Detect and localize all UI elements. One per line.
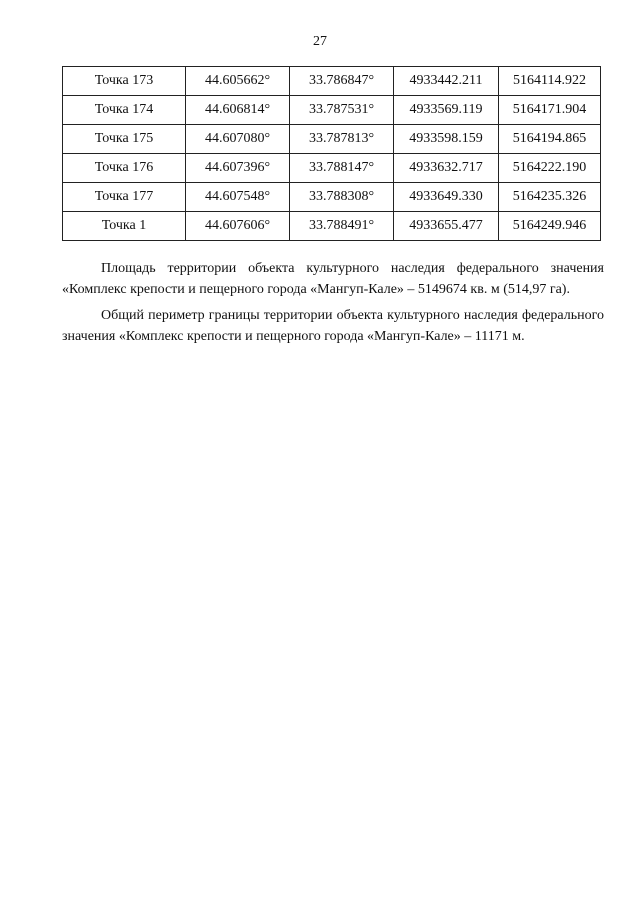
x-coordinate-cell: 4933655.477 <box>394 212 499 241</box>
page-number: 27 <box>313 34 327 49</box>
y-coordinate-cell: 5164171.904 <box>499 96 601 125</box>
latitude-cell: 44.605662° <box>186 67 290 96</box>
y-coordinate-cell: 5164114.922 <box>499 67 601 96</box>
table-row <box>63 154 601 183</box>
table-row <box>63 96 601 125</box>
point-name-cell: Точка 1 <box>63 212 186 241</box>
x-coordinate-cell: 4933598.159 <box>394 125 499 154</box>
y-coordinate-cell: 5164194.865 <box>499 125 601 154</box>
point-name-cell: Точка 173 <box>63 67 186 96</box>
longitude-cell: 33.788491° <box>290 212 394 241</box>
latitude-cell: 44.607606° <box>186 212 290 241</box>
y-coordinate-cell: 5164222.190 <box>499 154 601 183</box>
coordinates-table <box>62 66 601 241</box>
point-name-cell: Точка 175 <box>63 125 186 154</box>
longitude-cell: 33.787531° <box>290 96 394 125</box>
longitude-cell: 33.788308° <box>290 183 394 212</box>
x-coordinate-cell: 4933649.330 <box>394 183 499 212</box>
table-row <box>63 183 601 212</box>
table-row <box>63 125 601 154</box>
latitude-cell: 44.607080° <box>186 125 290 154</box>
table-row <box>63 67 601 96</box>
longitude-cell: 33.786847° <box>290 67 394 96</box>
point-name-cell: Точка 177 <box>63 183 186 212</box>
y-coordinate-cell: 5164235.326 <box>499 183 601 212</box>
document-body-text <box>62 258 604 352</box>
latitude-cell: 44.606814° <box>186 96 290 125</box>
longitude-cell: 33.788147° <box>290 154 394 183</box>
latitude-cell: 44.607548° <box>186 183 290 212</box>
latitude-cell: 44.607396° <box>186 154 290 183</box>
perimeter-paragraph: Общий периметр границы территории объекта культурного наследия федерального значения «Комплекс крепости и пещерного города «Мангуп-Кале» – 11171 м. <box>62 308 604 344</box>
x-coordinate-cell: 4933632.717 <box>394 154 499 183</box>
point-name-cell: Точка 176 <box>63 154 186 183</box>
x-coordinate-cell: 4933442.211 <box>394 67 499 96</box>
table-row <box>63 212 601 241</box>
area-paragraph: Площадь территории объекта культурного наследия федерального значения «Комплекс крепости и пещерного города «Мангуп-Кале» – 5149674 кв. м (514,97 га). <box>62 261 604 297</box>
longitude-cell: 33.787813° <box>290 125 394 154</box>
point-name-cell: Точка 174 <box>63 96 186 125</box>
x-coordinate-cell: 4933569.119 <box>394 96 499 125</box>
y-coordinate-cell: 5164249.946 <box>499 212 601 241</box>
